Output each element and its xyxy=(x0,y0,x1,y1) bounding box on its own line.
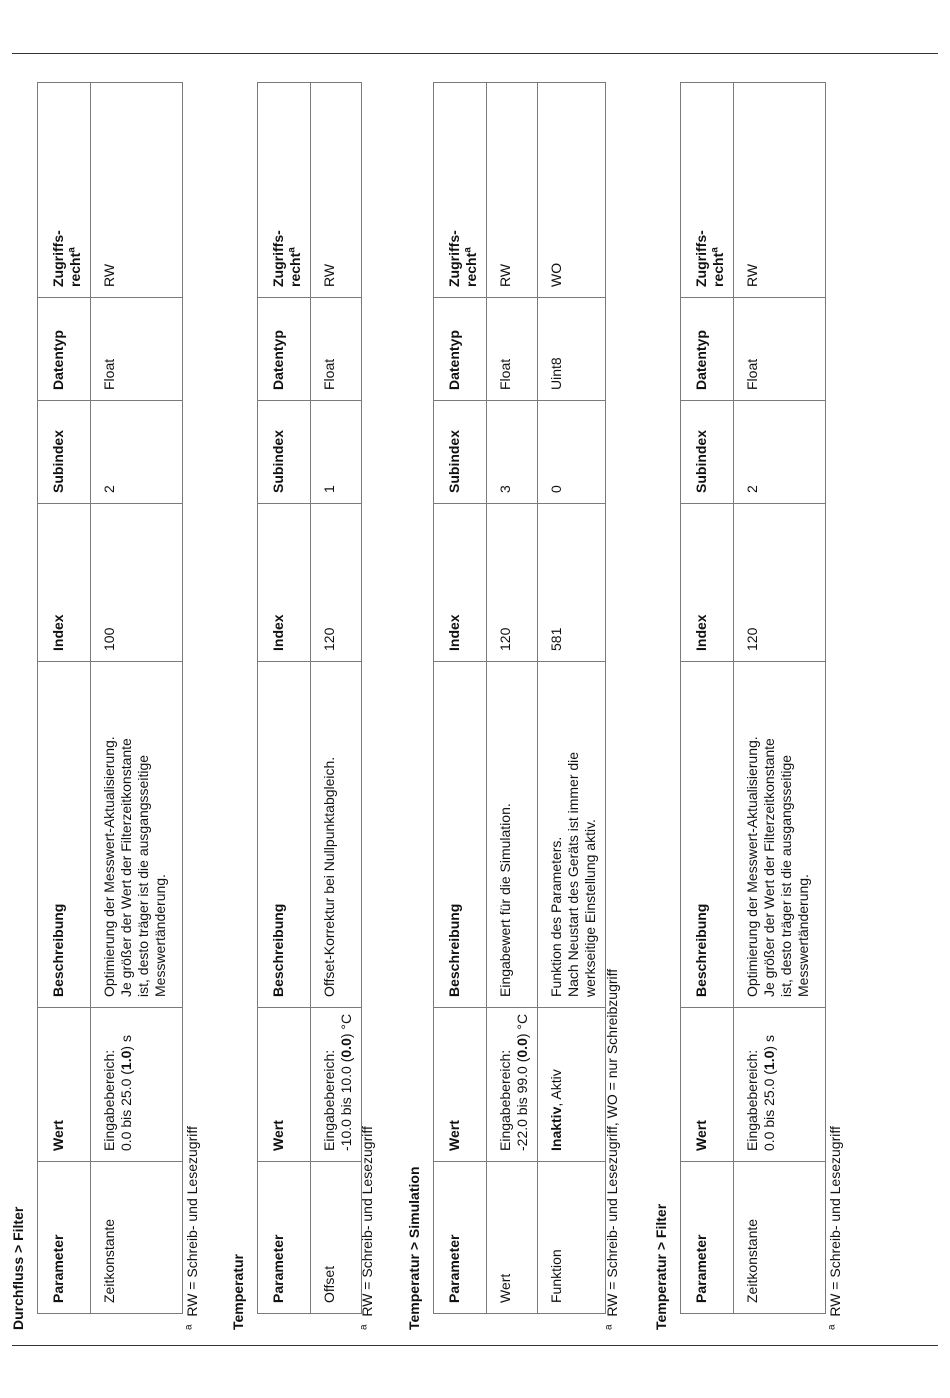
header-datentyp: Datentyp xyxy=(434,298,487,401)
table-row xyxy=(311,83,362,1314)
section-title: Temperatur xyxy=(230,1254,246,1330)
header-beschreibung: Beschreibung xyxy=(681,662,734,1008)
cell-parameter: Wert xyxy=(487,1162,538,1314)
header-subindex: Subindex xyxy=(434,401,487,504)
footnote: $^a$ RW = Schreib- und Lesezugriff xyxy=(358,1126,375,1330)
header-parameter: Parameter xyxy=(681,1162,734,1314)
cell-parameter: Zeitkonstante xyxy=(734,1162,826,1314)
header-datentyp: Datentyp xyxy=(681,298,734,401)
header-wert: Wert xyxy=(434,1008,487,1162)
rotated-content xyxy=(0,35,950,1330)
cell-index: 581 xyxy=(538,504,606,662)
cell-beschreibung: Funktion des Parameters. Nach Neustart des Geräts ist immer die werkseitige Einstellung aktiv. xyxy=(538,662,606,1008)
header-parameter: Parameter xyxy=(434,1162,487,1314)
cell-index: 120 xyxy=(487,504,538,662)
header-row xyxy=(681,83,734,1314)
header-zugriffsrecht: Zugriffs- recht$^a$ xyxy=(38,83,91,298)
cell-wert: Eingabebereich: -22.0 bis 99.0 (0.0) °C xyxy=(487,1008,538,1162)
table-row xyxy=(91,83,183,1314)
section-title: Durchfluss > Filter xyxy=(10,1206,26,1330)
cell-datentyp: Float xyxy=(311,298,362,401)
cell-wert: Inaktiv, Aktiv xyxy=(538,1008,606,1162)
cell-datentyp: Float xyxy=(487,298,538,401)
cell-subindex: 2 xyxy=(734,401,826,504)
header-index: Index xyxy=(434,504,487,662)
parameter-table xyxy=(680,82,826,1314)
header-parameter: Parameter xyxy=(38,1162,91,1314)
cell-beschreibung: Optimierung der Messwert-Aktualisierung. Je größer der Wert der Filterzeitkonstante ist, desto träger ist die ausgangsseitige Messwertänderung. xyxy=(734,662,826,1008)
header-zugriffsrecht: Zugriffs- recht$^a$ xyxy=(681,83,734,298)
cell-wert: Eingabebereich: 0.0 bis 25.0 (1.0) s xyxy=(91,1008,183,1162)
bottom-rule xyxy=(12,1345,938,1346)
header-datentyp: Datentyp xyxy=(38,298,91,401)
cell-index: 100 xyxy=(91,504,183,662)
cell-parameter: Funktion xyxy=(538,1162,606,1314)
footnote: $^a$ RW = Schreib- und Lesezugriff xyxy=(826,1126,843,1330)
cell-zugriffsrecht: WO xyxy=(538,83,606,298)
cell-parameter: Zeitkonstante xyxy=(91,1162,183,1314)
header-subindex: Subindex xyxy=(681,401,734,504)
cell-index: 120 xyxy=(734,504,826,662)
cell-subindex: 0 xyxy=(538,401,606,504)
header-row xyxy=(434,83,487,1314)
cell-zugriffsrecht: RW xyxy=(734,83,826,298)
cell-wert: Eingabebereich: 0.0 bis 25.0 (1.0) s xyxy=(734,1008,826,1162)
table-row xyxy=(487,83,538,1314)
cell-beschreibung: Eingabewert für die Simulation. xyxy=(487,662,538,1008)
header-parameter: Parameter xyxy=(258,1162,311,1314)
table-row xyxy=(734,83,826,1314)
header-subindex: Subindex xyxy=(38,401,91,504)
header-zugriffsrecht: Zugriffs- recht$^a$ xyxy=(258,83,311,298)
header-subindex: Subindex xyxy=(258,401,311,504)
cell-zugriffsrecht: RW xyxy=(91,83,183,298)
header-datentyp: Datentyp xyxy=(258,298,311,401)
header-index: Index xyxy=(38,504,91,662)
cell-beschreibung: Optimierung der Messwert-Aktualisierung. Je größer der Wert der Filterzeitkonstante ist, desto träger ist die ausgangsseitige Messwertänderung. xyxy=(91,662,183,1008)
cell-zugriffsrecht: RW xyxy=(311,83,362,298)
header-beschreibung: Beschreibung xyxy=(434,662,487,1008)
header-index: Index xyxy=(258,504,311,662)
cell-zugriffsrecht: RW xyxy=(487,83,538,298)
cell-beschreibung: Offset-Korrektur bei Nullpunktabgleich. xyxy=(311,662,362,1008)
cell-index: 120 xyxy=(311,504,362,662)
footnote: $^a$ RW = Schreib- und Lesezugriff, WO = nur Schreibzugriff xyxy=(603,968,620,1330)
cell-datentyp: Float xyxy=(734,298,826,401)
parameter-table xyxy=(37,82,183,1314)
cell-wert: Eingabebereich: -10.0 bis 10.0 (0.0) °C xyxy=(311,1008,362,1162)
cell-parameter: Offset xyxy=(311,1162,362,1314)
header-wert: Wert xyxy=(681,1008,734,1162)
header-wert: Wert xyxy=(38,1008,91,1162)
header-beschreibung: Beschreibung xyxy=(38,662,91,1008)
cell-datentyp: Uint8 xyxy=(538,298,606,401)
footnote: $^a$ RW = Schreib- und Lesezugriff xyxy=(183,1126,200,1330)
header-beschreibung: Beschreibung xyxy=(258,662,311,1008)
header-wert: Wert xyxy=(258,1008,311,1162)
cell-subindex: 1 xyxy=(311,401,362,504)
parameter-table xyxy=(257,82,362,1314)
section-title: Temperatur > Simulation xyxy=(406,1166,422,1330)
header-row xyxy=(258,83,311,1314)
header-index: Index xyxy=(681,504,734,662)
header-row xyxy=(38,83,91,1314)
section-title: Temperatur > Filter xyxy=(653,1203,669,1330)
parameter-table xyxy=(433,82,606,1314)
header-zugriffsrecht: Zugriffs- recht$^a$ xyxy=(434,83,487,298)
cell-subindex: 2 xyxy=(91,401,183,504)
cell-datentyp: Float xyxy=(91,298,183,401)
table-row xyxy=(538,83,606,1314)
cell-subindex: 3 xyxy=(487,401,538,504)
